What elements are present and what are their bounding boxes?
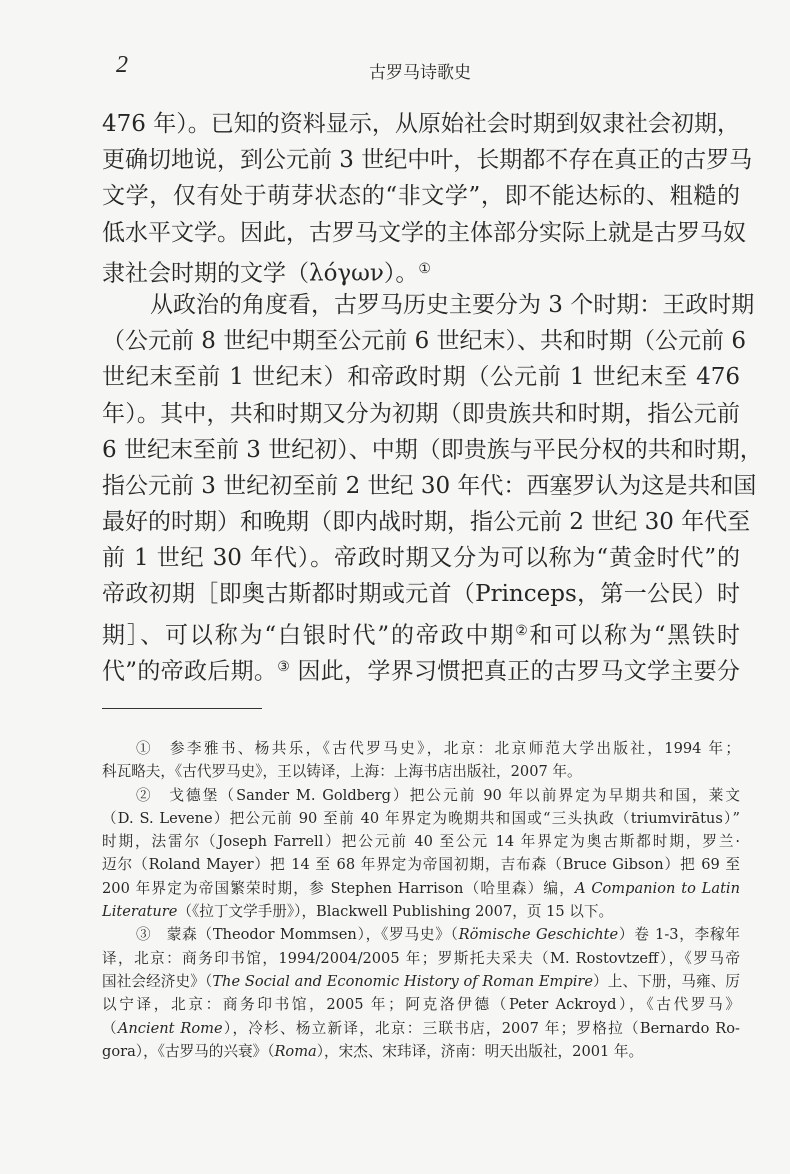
- text-segment: 年）。其中，共和时期又分为初期（即贵族共和时期，指公元前: [102, 400, 740, 427]
- body-line: [102, 323, 746, 359]
- text-segment: （公元前 8 世纪中期至公元前 6 世纪末）、共和时期（公元前 6: [102, 328, 746, 355]
- text-segment: 因此，学界习惯把真正的古罗马文学主要分: [289, 658, 741, 685]
- text-segment: 更确切地说，到公元前 3 世纪中叶，长期都不存在真正的古罗马: [102, 147, 753, 174]
- body-line: [102, 215, 746, 251]
- text-segment: 低水平文学。因此，古罗马文学的主体部分实际上就是古罗马奴: [102, 219, 746, 246]
- body-text: [102, 106, 763, 685]
- text-segment: 最好的时期）和晚期（即内战时期，指公元前 2 世纪 30 年代至: [102, 509, 751, 536]
- body-line: [102, 504, 751, 540]
- text-segment: 476 年）。已知的资料显示，从原始社会时期到奴隶社会初期，: [102, 111, 740, 137]
- footnote-line: [102, 784, 740, 807]
- text-segment: （: [102, 1019, 118, 1037]
- footnote-marker: ③: [277, 658, 290, 675]
- text-segment: 从政治的角度看，古罗马历史主要分为 3 个时期：王政时期: [150, 291, 755, 318]
- footnote-marker: ②: [515, 622, 530, 639]
- body-line: [102, 359, 740, 395]
- footnote-line: [102, 1017, 740, 1040]
- text-segment: 和可以称为“黑铁时: [529, 622, 740, 649]
- body-line: [102, 468, 757, 504]
- text-segment: 国社会经济史》（: [102, 972, 213, 990]
- running-header-title: 古罗马诗歌史: [369, 63, 471, 83]
- footnotes: [102, 737, 740, 1063]
- italic-title: The Social and Economic History of Roman Empire: [212, 972, 593, 990]
- body-line: [102, 178, 740, 214]
- footnote-line: [102, 760, 740, 783]
- body-line: [102, 649, 740, 685]
- text-segment: 6 世纪末至前 3 世纪初）、中期（即贵族与平民分权的共和时期，: [102, 436, 763, 463]
- footnote-divider: [102, 708, 262, 709]
- text-segment: gora），《古罗马的兴衰》（: [102, 1042, 275, 1060]
- italic-title: Literature: [102, 903, 178, 921]
- body-line: [102, 106, 740, 142]
- footnote-marker: ①: [418, 260, 431, 277]
- text-segment: ① 参李雅书、杨共乐，《古代罗马史》，北京：北京师范大学出版社，1994 年；: [136, 740, 740, 757]
- footnote-line: [102, 1040, 740, 1063]
- body-line: [102, 576, 740, 612]
- footnote-line: [102, 993, 740, 1016]
- footnote-line: [102, 900, 740, 923]
- italic-title: A Companion to Latin: [574, 879, 740, 897]
- text-segment: ）上、下册，马雍、厉: [592, 972, 740, 990]
- text-segment: ），冷杉、杨立新译，北京：三联书店，2007 年；罗格拉（Bernardo Ro-: [222, 1019, 740, 1037]
- body-line: [102, 396, 740, 432]
- text-segment: 迈尔（Roland Mayer）把 14 至 68 年界定为帝国初期，吉布森（Bruce Gibson）把 69 至: [102, 856, 740, 874]
- text-segment: 译，北京：商务印书馆，1994/2004/2005 年；罗斯托夫采夫（M. Rostovtzeff），《罗马帝: [102, 949, 740, 967]
- footnote-line: [102, 830, 740, 853]
- italic-title: Roma: [274, 1042, 317, 1060]
- footnote-line: [102, 947, 740, 970]
- text-segment: ）卷 1-3，李稼年: [618, 926, 740, 944]
- page-number: 2: [116, 52, 128, 78]
- body-line: [102, 613, 740, 649]
- text-segment: 科瓦略夫，《古代罗马史》，王以铸译，上海：上海书店出版社，2007 年。: [102, 763, 582, 781]
- footnote-line: [102, 737, 740, 760]
- text-segment: ），宋杰、宋玮译，济南：明天出版社，2001 年。: [316, 1042, 644, 1060]
- text-segment: 文学，仅有处于萌芽状态的“非文学”，即不能达标的、粗糙的: [102, 183, 740, 210]
- text-segment: 代”的帝政后期。: [102, 658, 278, 685]
- body-line: [102, 432, 763, 468]
- body-line: [102, 540, 740, 576]
- text-segment: 帝政初期［即奥古斯都时期或元首（Princeps，第一公民）时: [102, 581, 740, 608]
- italic-title: Römische Geschichte: [458, 926, 619, 944]
- text-segment: 200 年界定为帝国繁荣时期，参 Stephen Harrison（哈里森）编，: [102, 879, 575, 897]
- footnote-line: [102, 970, 740, 993]
- text-segment: 隶社会时期的文学（λόγων）。: [102, 260, 419, 287]
- body-line: [102, 142, 753, 178]
- footnote-line: [102, 807, 740, 830]
- footnote-line: [102, 853, 740, 876]
- text-segment: 以宁译，北京：商务印书馆，2005 年；阿克洛伊德（Peter Ackroyd），《古代罗马》: [102, 996, 740, 1014]
- body-line: [102, 251, 740, 287]
- body-line: [102, 287, 755, 323]
- text-segment: 时期，法雷尔（Joseph Farrell）把公元前 40 至公元 14 年界定为奥古斯都时期，罗兰·: [102, 833, 740, 851]
- text-segment: ② 戈德堡（Sander M. Goldberg）把公元前 90 年以前界定为早期共和国，莱文: [136, 786, 740, 804]
- text-segment: （D. S. Levene）把公元前 90 至前 40 年界定为晚期共和国或“三头执政（triumvirātus）”: [102, 809, 740, 827]
- italic-title: Ancient Rome: [117, 1019, 223, 1037]
- footnote-line: [102, 923, 740, 946]
- text-segment: 世纪末至前 1 世纪末）和帝政时期（公元前 1 世纪末至 476: [102, 364, 740, 391]
- text-segment: 前 1 世纪 30 年代）。帝政时期又分为可以称为“黄金时代”的: [102, 545, 740, 572]
- text-segment: ③ 蒙森（Theodor Mommsen），《罗马史》（: [136, 926, 459, 944]
- text-segment: 期］、可以称为“白银时代”的帝政中期: [102, 622, 516, 649]
- text-segment: （《拉丁文学手册》），Blackwell Publishing 2007，页 15 以下。: [177, 903, 614, 921]
- footnote-line: [102, 877, 740, 900]
- text-segment: 指公元前 3 世纪初至前 2 世纪 30 年代：西塞罗认为这是共和国: [102, 472, 757, 499]
